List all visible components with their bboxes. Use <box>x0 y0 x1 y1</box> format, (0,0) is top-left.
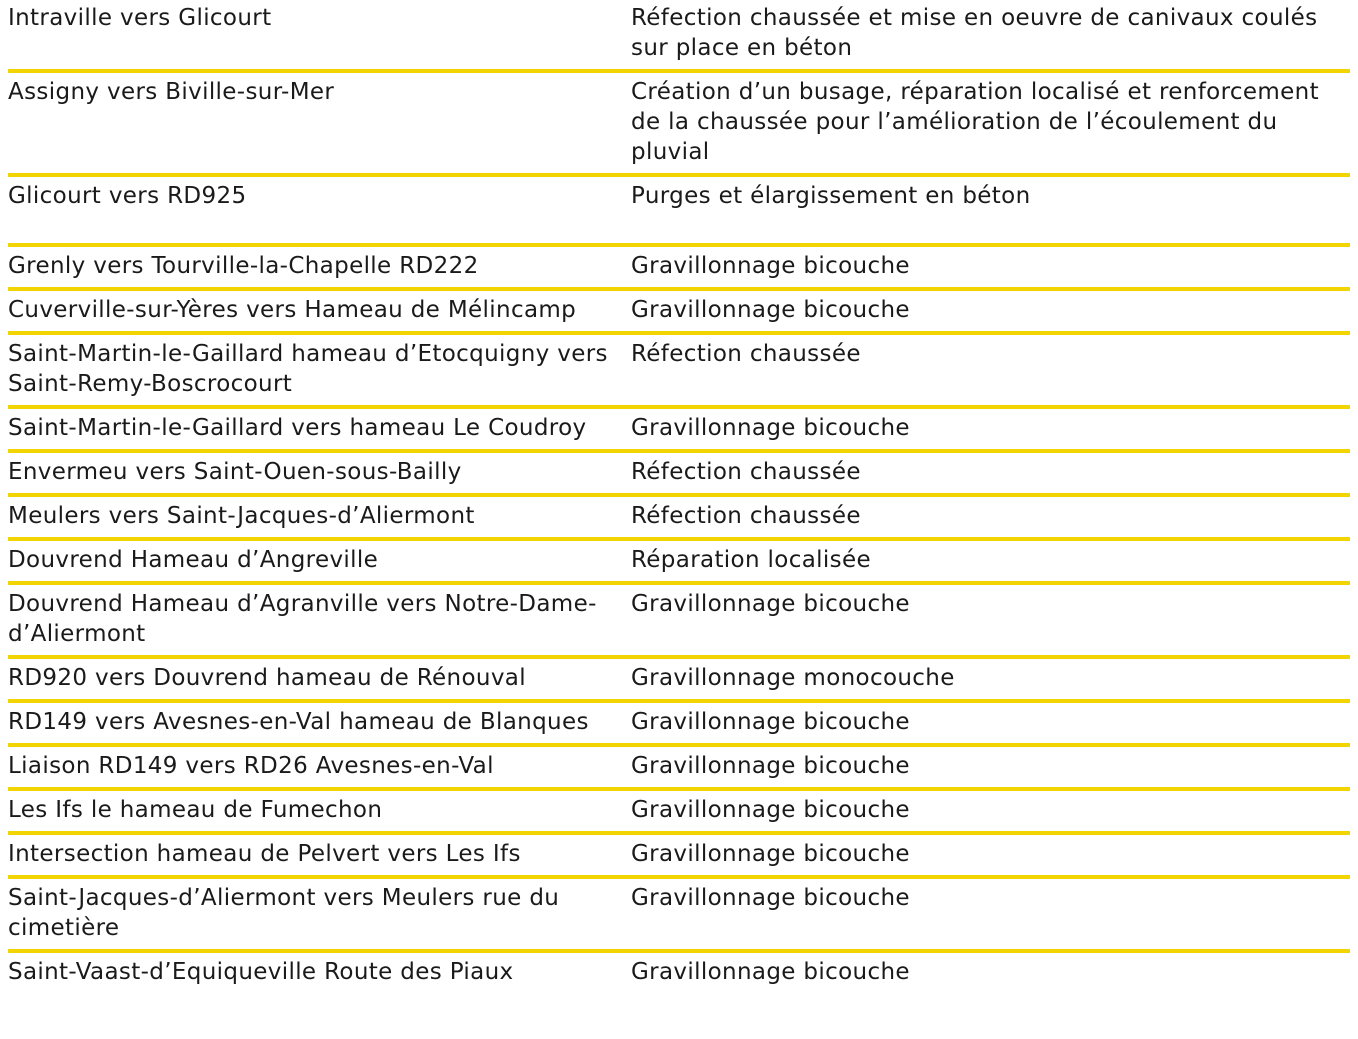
route-cell: Intersection hameau de Pelvert vers Les Ifs <box>8 833 631 877</box>
route-cell: Douvrend Hameau d’Angreville <box>8 539 631 583</box>
route-cell: Saint-Martin-le-Gaillard hameau d’Etocquigny vers Saint-Remy-Boscrocourt <box>8 333 631 407</box>
table-row <box>8 175 1350 245</box>
route-cell: Saint-Jacques-d’Aliermont vers Meulers rue du cimetière <box>8 877 631 951</box>
table-row <box>8 833 1350 877</box>
work-cell: Gravillonnage bicouche <box>631 745 1350 789</box>
route-cell: Meulers vers Saint-Jacques-d’Aliermont <box>8 495 631 539</box>
table-row <box>8 0 1350 71</box>
work-cell: Gravillonnage bicouche <box>631 789 1350 833</box>
table-row <box>8 701 1350 745</box>
work-cell: Réfection chaussée et mise en oeuvre de canivaux coulés sur place en béton <box>631 0 1350 71</box>
work-cell: Gravillonnage bicouche <box>631 289 1350 333</box>
table-row <box>8 539 1350 583</box>
work-cell: Création d’un busage, réparation localisé et renforcement de la chaussée pour l’amélioration de l’écoulement du pluvial <box>631 71 1350 175</box>
table-row <box>8 451 1350 495</box>
table-row <box>8 407 1350 451</box>
work-cell: Gravillonnage bicouche <box>631 583 1350 657</box>
work-cell: Gravillonnage monocouche <box>631 657 1350 701</box>
work-cell: Réfection chaussée <box>631 495 1350 539</box>
route-cell: Cuverville-sur-Yères vers Hameau de Mélincamp <box>8 289 631 333</box>
table-row <box>8 333 1350 407</box>
work-cell: Gravillonnage bicouche <box>631 245 1350 289</box>
work-cell: Gravillonnage bicouche <box>631 959 910 985</box>
route-cell: Les Ifs le hameau de Fumechon <box>8 789 631 833</box>
table-row <box>8 951 1350 993</box>
route-cell: Envermeu vers Saint-Ouen-sous-Bailly <box>8 451 631 495</box>
work-cell: Réfection chaussée <box>631 333 1350 407</box>
route-cell: RD149 vers Avesnes-en-Val hameau de Blanques <box>8 701 631 745</box>
work-cell: Gravillonnage bicouche <box>631 701 1350 745</box>
table-row <box>8 745 1350 789</box>
table-row <box>8 789 1350 833</box>
work-cell: Gravillonnage bicouche <box>631 833 1350 877</box>
table-row <box>8 289 1350 333</box>
route-cell: Saint-Vaast-d’Equiqueville Route des Piaux <box>8 959 514 985</box>
route-cell: Glicourt vers RD925 <box>8 175 631 245</box>
work-cell: Réparation localisée <box>631 539 1350 583</box>
route-cell: Liaison RD149 vers RD26 Avesnes-en-Val <box>8 745 631 789</box>
table-row <box>8 877 1350 951</box>
route-cell: Grenly vers Tourville-la-Chapelle RD222 <box>8 245 631 289</box>
route-cell: Intraville vers Glicourt <box>8 0 631 71</box>
table-row <box>8 583 1350 657</box>
road-works-table <box>8 0 1350 993</box>
route-cell: Douvrend Hameau d’Agranville vers Notre-Dame-d’Aliermont <box>8 583 631 657</box>
table-row <box>8 245 1350 289</box>
table-row <box>8 495 1350 539</box>
table-row <box>8 71 1350 175</box>
work-cell: Purges et élargissement en béton <box>631 175 1350 245</box>
route-cell: RD920 vers Douvrend hameau de Rénouval <box>8 657 631 701</box>
route-cell: Assigny vers Biville-sur-Mer <box>8 71 631 175</box>
work-cell: Gravillonnage bicouche <box>631 877 1350 951</box>
table-row <box>8 657 1350 701</box>
route-cell: Saint-Martin-le-Gaillard vers hameau Le Coudroy <box>8 407 631 451</box>
work-cell: Gravillonnage bicouche <box>631 407 1350 451</box>
work-cell: Réfection chaussée <box>631 451 1350 495</box>
